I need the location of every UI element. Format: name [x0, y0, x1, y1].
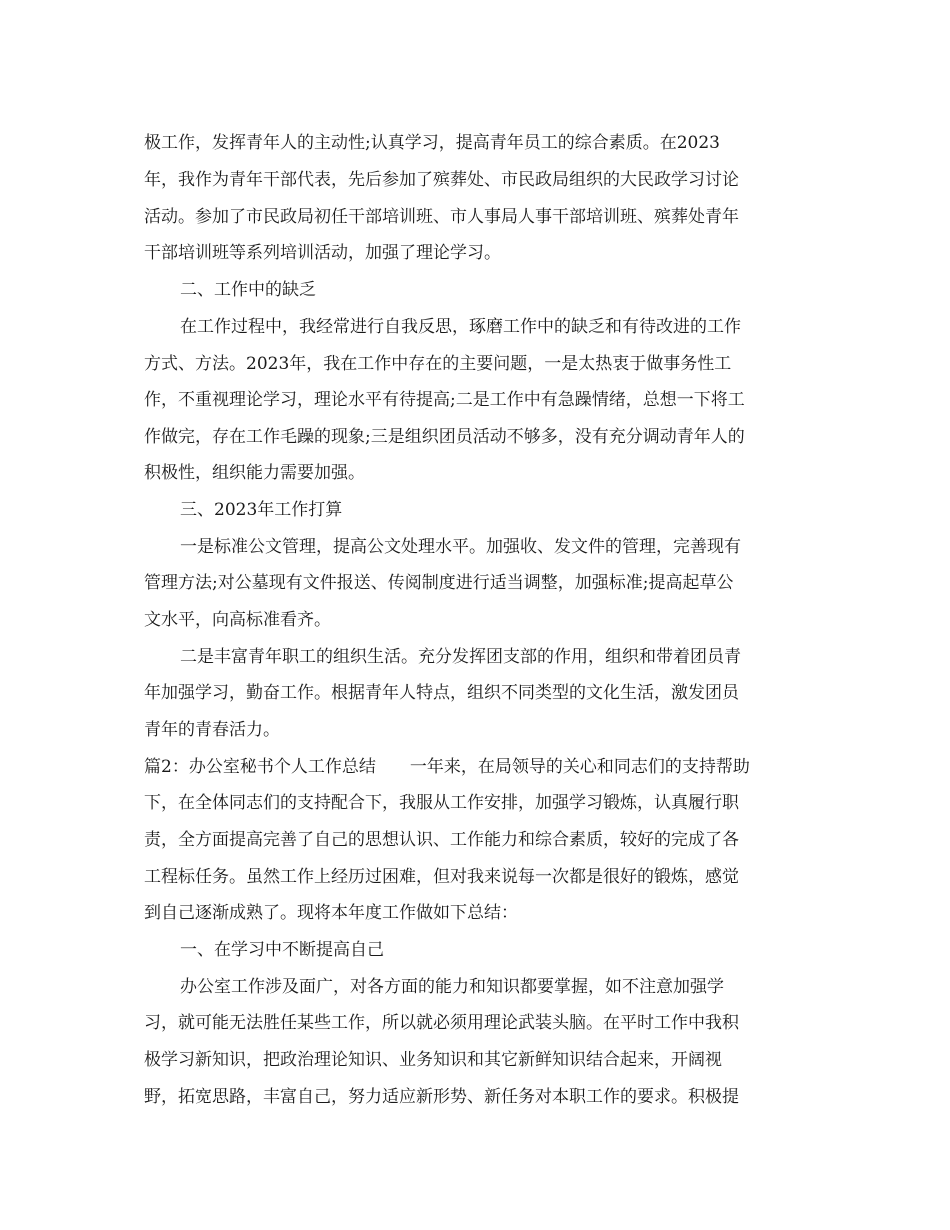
text-line: 干部培训班等系列培训活动，加强了理论学习。: [144, 243, 501, 263]
text-line: 作，不重视理论学习，理论水平有待提高;二是工作中有急躁情绪，总想一下将工: [144, 390, 745, 410]
text-line: 办公室工作涉及面广，对各方面的能力和知识都要掌握，如不注意加强学: [180, 977, 724, 997]
text-line: 文水平，向高标准看齐。: [144, 610, 331, 630]
section-heading: 三、2023年工作打算: [180, 500, 343, 520]
text-line: 极工作，发挥青年人的主动性;认真学习，提高青年员工的综合素质。在2023: [144, 133, 720, 153]
text-line: 责，全方面提高完善了自己的思想认识、工作能力和综合素质，较好的完成了各: [144, 830, 739, 850]
text-line: 野，拓宽思路，丰富自己，努力适应新形势、新任务对本职工作的要求。积极提: [144, 1087, 739, 1107]
text-line: 习，就可能无法胜任某些工作，所以就必须用理论武装头脑。在平时工作中我积: [144, 1013, 739, 1033]
text-line: 方式、方法。2023年，我在工作中存在的主要问题，一是太热衷于做事务性工: [144, 354, 732, 374]
section-heading: 二、工作中的缺乏: [180, 280, 316, 300]
text-line: 工程标任务。虽然工作上经历过困难，但对我来说每一次都是很好的锻炼，感觉: [144, 867, 739, 887]
text-line: 活动。参加了市民政局初任干部培训班、市人事局人事干部培训班、殡葬处青年: [144, 207, 739, 227]
text-line: 积极性，组织能力需要加强。: [144, 463, 365, 483]
text-line: 青年的青春活力。: [144, 720, 280, 740]
text-line: 管理方法;对公墓现有文件报送、传阅制度进行适当调整，加强标准;提高起草公: [144, 573, 734, 593]
text-line: 年加强学习，勤奋工作。根据青年人特点，组织不同类型的文化生活，激发团员: [144, 683, 739, 703]
text-line: 在工作过程中，我经常进行自我反思，琢磨工作中的缺乏和有待改进的工作: [180, 317, 741, 337]
chapter-title-line: 篇2：办公室秘书个人工作总结 一年来，在局领导的关心和同志们的支持帮助: [144, 757, 750, 777]
text-line: 年，我作为青年干部代表，先后参加了殡葬处、市民政局组织的大民政学习讨论: [144, 170, 739, 190]
text-line: 作做完，存在工作毛躁的现象;三是组织团员活动不够多，没有充分调动青年人的: [144, 427, 745, 447]
text-line: 下，在全体同志们的支持配合下，我服从工作安排，加强学习锻炼，认真履行职: [144, 793, 739, 813]
text-line: 二是丰富青年职工的组织生活。充分发挥团支部的作用，组织和带着团员青: [180, 647, 741, 667]
section-heading: 一、在学习中不断提高自己: [180, 940, 384, 960]
text-line: 极学习新知识，把政治理论知识、业务知识和其它新鲜知识结合起来，开阔视: [144, 1050, 722, 1070]
text-line: 到自己逐渐成熟了。现将本年度工作做如下总结：: [144, 903, 518, 923]
text-line: 一是标准公文管理，提高公文处理水平。加强收、发文件的管理，完善现有: [180, 537, 741, 557]
